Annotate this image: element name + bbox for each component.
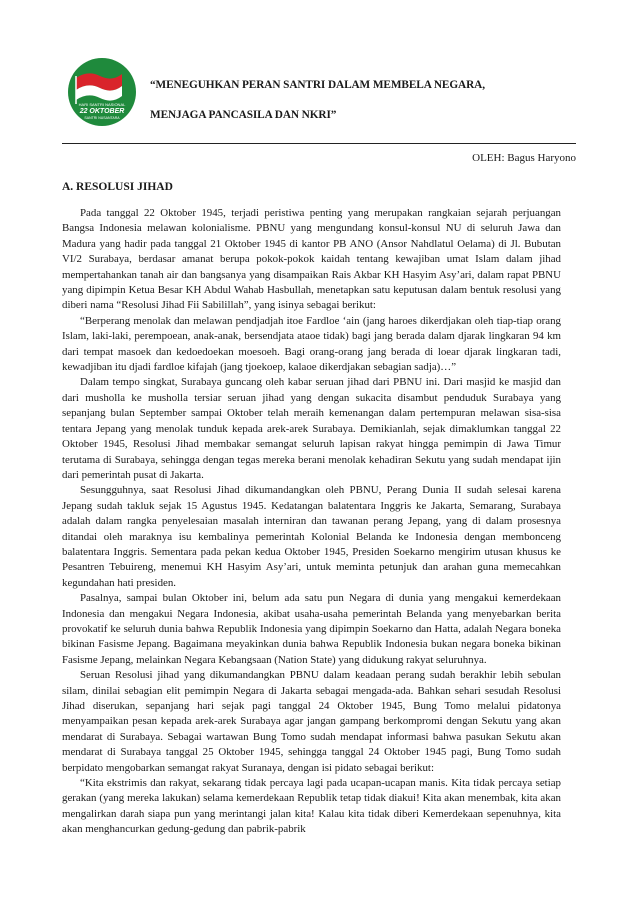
- paragraph-3: Sesungguhnya, saat Resolusi Jihad dikumandangkan oleh PBNU, Perang Dunia II sudah selesai karena Jepang sudah takluk sejak 15 Agustus 1945. Kedatangan balatentara Inggris ke Jakarta, Semarang, Surabaya adalah dalam rangka penyelesaian masalah interniran dan tawanan perang Jepang, yang di dalam prosesnya ditandai oleh maraknya isu kembalinya pemerintah Kolonial Belanda ke Indonesia dengan membonceng balatentara Inggris. Sementara pada pekan kedua Oktober 1945, Presiden Soekarno mengirim utusan khusus ke Pesantren Tebuireng, menemui KH Hasyim Asy’ari, untuk meminta petunjuk dan arahan guna memecahkan kegundahan hati presiden.: [62, 484, 561, 589]
- author-line: OLEH: Bagus Haryono: [472, 152, 576, 164]
- logo-text-main: 22 OKTOBER: [79, 108, 125, 115]
- paragraph-1: Pada tanggal 22 Oktober 1945, terjadi peristiwa penting yang merupakan rangkaian sejarah perjuangan Bangsa Indonesia melawan kolonialisme. PBNU yang mengundang konsul-konsul NU di seluruh Jawa dan Madura yang hadir pada tanggal 21 Oktober 1945 di kantor PB ANO (Ansor Nahdlatul Oelama) di Jl. Bubutan VI/2 Surabaya, berdasar amanat berupa pokok-pokok kaidah tentang kewajiban umat Islam dalam jihad mempertahankan tanah air dan bangsanya yang disampaikan Rais Akbar KH Hasyim Asy’ari, dalam rapat PBNU yang dipimpin Ketua Besar KH Abdul Wahab Hasbullah, menetapkan satu keputusan dalam bentuk resolusi yang diberi nama “Resolusi Jihad Fii Sabilillah”, yang isinya sebagai berikut:: [62, 207, 561, 312]
- quote-resolusi-jihad: “Berperang menolak dan melawan pendjadjah itoe Fardloe ‘ain (jang haroes dikerdjakan oleh tiap-tiap orang Islam, laki-laki, perempoean, anak-anak, bersendjata ataoe tidak) bagi jang berada dalam djarak lingkaran 94 km dari tempat masoek dan kedoedoekan moesoeh. Bagi orang-orang jang berada di loear djarak lingkaran tadi, kewadjiban itu djadi fardloe kifajah (jang tjoekoep, kalaoe dikerdjakan sebagian sadja)…”: [62, 314, 561, 374]
- title-line-1: “MENEGUHKAN PERAN SANTRI DALAM MEMBELA NEGARA,: [150, 79, 485, 91]
- document-title: [150, 70, 590, 130]
- header-divider: [62, 143, 576, 144]
- logo-text-bottom: SANTRI NUSANTARA: [84, 116, 120, 120]
- section-heading: A. RESOLUSI JIHAD: [62, 181, 173, 193]
- paragraph-2: Dalam tempo singkat, Surabaya guncang oleh kabar seruan jihad dari PBNU ini. Dari masjid ke masjid dan dari musholla ke musholla tersiar seruan jihad yang dengan sukacita disambut penduduk Surabaya yang sepanjang bulan September sampai Oktober telah meraih kemenangan dalam pertempuran melawan sisa-sisa tentara Jepang yang menolak tunduk kepada arek-arek Surabaya. Demikianlah, sejak dimaklumkan tanggal 22 Oktober 1945, Resolusi Jihad membakar semangat seluruh lapisan rakyat hingga pemimpin di Jawa Timur terutama di Surabaya, sehingga dengan tegas mereka berani menolak kehadiran Sekutu yang sudah mendapat ijin dari pemerintah pusat di Jakarta.: [62, 376, 561, 481]
- body-text: [62, 206, 561, 838]
- paragraph-5: Seruan Resolusi jihad yang dikumandangkan PBNU dalam keadaan perang sudah berakhir lebih sebulan silam, dinilai sebagian elit pemimpin Negara di Jakarta sebagai mengada-ada. Bahkan sehari sesudah Resolusi Jihad diserukan, sepanjang hari sejak pagi tanggal 24 Oktober 1945, Bung Tomo melalui pidatonya menyampaikan pesan kepada arek-arek Surabaya agar jangan gampang berkompromi dengan Sekutu yang akan mendarat di Surabaya. Sebagai wartawan Bung Tomo sudah mendapat informasi bahwa pasukan Sekutu akan mendarat di Surabaya tanggal 25 Oktober 1945, sehingga tanggal 24 Oktober 1945 pagi, Bung Tomo sudah berpidato mengobarkan semangat rakyat Suranaya, dengan isi pidato sebagai berikut:: [62, 669, 561, 774]
- paragraph-4: Pasalnya, sampai bulan Oktober ini, belum ada satu pun Negara di dunia yang mengakui kemerdekaan Indonesia dan mengakui Negara Indonesia, akibat usaha-usaha pemerintah Belanda yang menyebarkan berita provokatif ke seluruh dunia bahwa Republik Indonesia yang dipimpin Soekarno dan Hatta, adalah Negara boneka bikinan Fasisme Jepang. Bagaimana meyakinkan dunia bahwa Republik Indonesia bukan negara boneka bikinan Fasisme Jepang, melainkan Negara Kebangsaan (Nation State) yang didukung rakyat seluruhnya.: [62, 592, 561, 666]
- hari-santri-logo: [66, 56, 138, 128]
- title-line-2: MENJAGA PANCASILA DAN NKRI”: [150, 109, 337, 121]
- logo-text-top: HARI SANTRI NASIONAL: [78, 102, 126, 107]
- quote-bung-tomo: “Kita ekstrimis dan rakyat, sekarang tidak percaya lagi pada ucapan-ucapan manis. Kita tidak percaya setiap gerakan (yang mereka lakukan) selama kemerdekaan Republik tetap tidak diakui! Kita akan menembak, kita akan mengalirkan darah siapa pun yang merintangi jalan kita! Kalau kita tidak diberi Kemerdekaan sepenuhnya, kita akan menghancurkan gedung-gedung dan pabrik-pabrik: [62, 777, 561, 836]
